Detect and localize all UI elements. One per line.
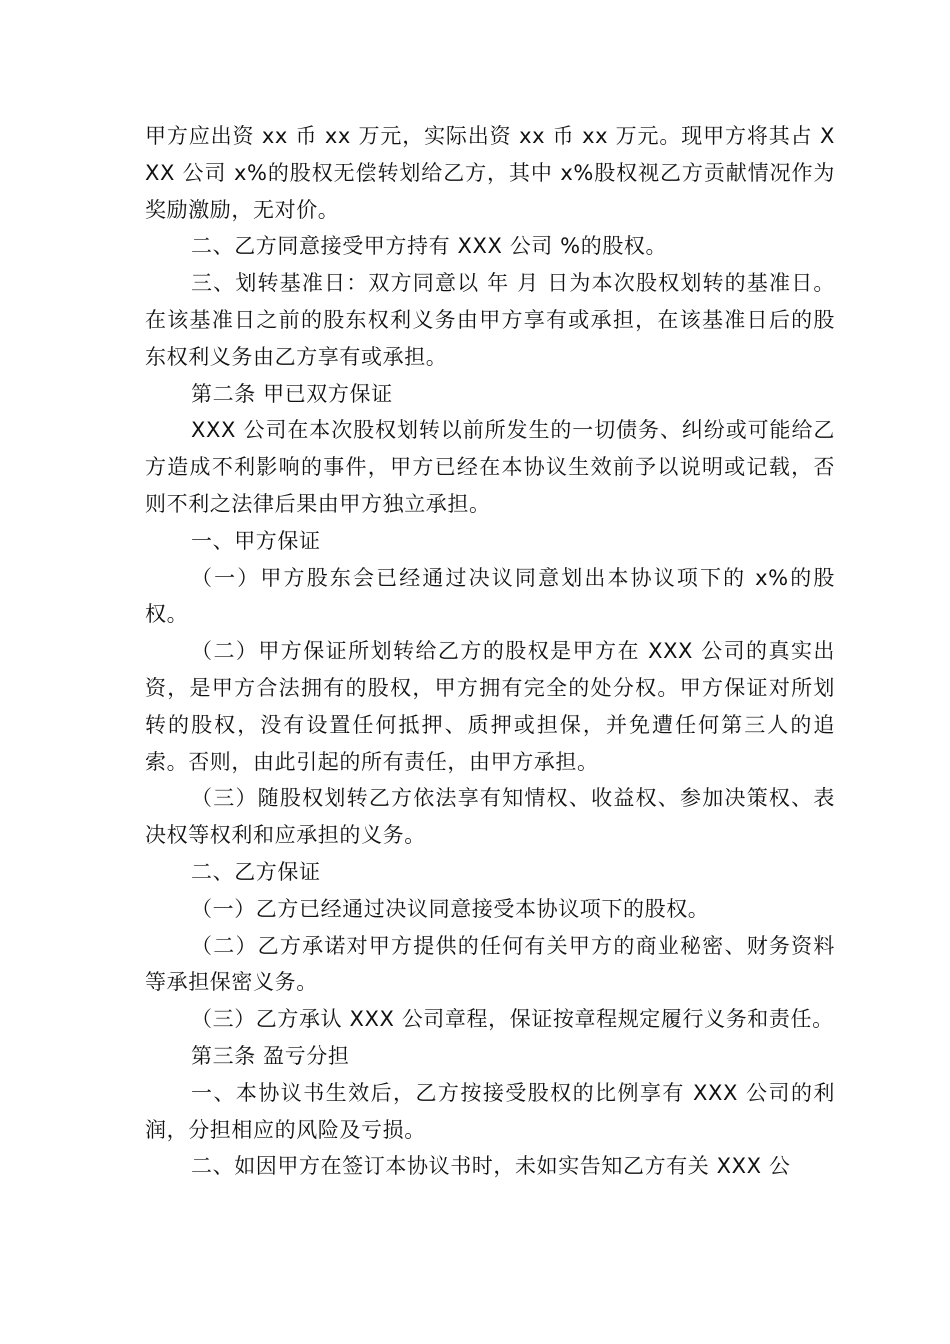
paragraph-15: 一、本协议书生效后，乙方按接受股权的比例享有 XXX 公司的利润，分担相应的风险及亏损。 xyxy=(145,1080,835,1142)
subheading-party-a-guarantee: 一、甲方保证 xyxy=(191,528,321,553)
document-page xyxy=(145,118,835,1185)
paragraph-13: （三）乙方承认 XXX 公司章程，保证按章程规定履行义务和责任。 xyxy=(191,1007,834,1032)
paragraph-11: （一）乙方已经通过决议同意接受本协议项下的股权。 xyxy=(191,896,710,921)
paragraph-8: （二）甲方保证所划转给乙方的股权是甲方在 XXX 公司的真实出资，是甲方合法拥有的股权，甲方拥有完全的处分权。甲方保证对所划转的股权，没有设置任何抵押、质押或担保，并免遭任何第三人的追索。否则，由此引起的所有责任，由甲方承担。 xyxy=(145,639,835,774)
paragraph-1: 甲方应出资 xx 币 xx 万元，实际出资 xx 币 xx 万元。现甲方将其占 XXX 公司 x%的股权无偿转划给乙方，其中 x%股权视乙方贡献情况作为奖励激励，无对价。 xyxy=(145,124,835,222)
paragraph-3: 三、划转基准日：双方同意以 年 月 日为本次股权划转的基准日。在该基准日之前的股东权利义务由甲方享有或承担，在该基准日后的股东权利义务由乙方享有或承担。 xyxy=(145,271,835,369)
paragraph-9: （三）随股权划转乙方依法享有知情权、收益权、参加决策权、表决权等权利和应承担的义务。 xyxy=(145,786,835,848)
section-heading-article-3: 第三条 盈亏分担 xyxy=(191,1043,350,1068)
subheading-party-b-guarantee: 二、乙方保证 xyxy=(191,859,321,884)
paragraph-7: （一）甲方股东会已经通过决议同意划出本协议项下的 x%的股权。 xyxy=(145,565,835,627)
section-heading-article-2: 第二条 甲已双方保证 xyxy=(191,381,393,406)
paragraph-16: 二、如因甲方在签订本协议书时，未如实告知乙方有关 XXX 公 xyxy=(191,1154,791,1179)
paragraph-5: XXX 公司在本次股权划转以前所发生的一切债务、纠纷或可能给乙方造成不利影响的事件，甲方已经在本协议生效前予以说明或记载，否则不利之法律后果由甲方独立承担。 xyxy=(145,418,835,516)
paragraph-12: （二）乙方承诺对甲方提供的任何有关甲方的商业秘密、财务资料等承担保密义务。 xyxy=(145,933,835,995)
paragraph-2: 二、乙方同意接受甲方持有 XXX 公司 %的股权。 xyxy=(191,234,668,259)
